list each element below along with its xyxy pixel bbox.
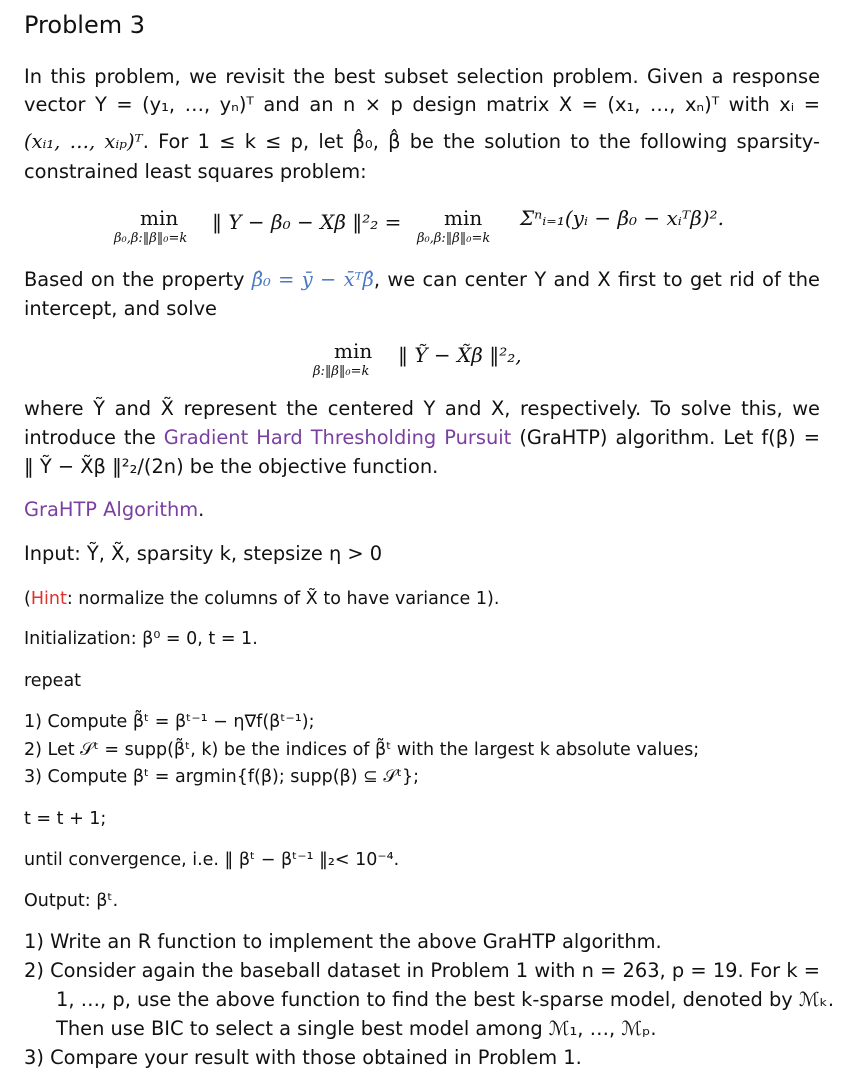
task-2-line-1: 2) Consider again the baseball dataset in Problem 1 with n = 263, p = 19. For k = <box>24 959 820 982</box>
algo-increment: t = t + 1; <box>24 809 107 829</box>
eq2-min <box>334 339 372 363</box>
algo-step-3: 3) Compute βᵗ = argmin{f(β); supp(β) ⊆ 𝒮ᵗ}; <box>24 767 420 787</box>
intro-line-3-text: . For 1 ≤ k ≤ p, let β̂₀, β̂ be the solution to the following sparsity- <box>142 130 820 153</box>
algo-output: Output: βᵗ. <box>24 891 119 911</box>
algo-heading-text: GraHTP Algorithm <box>24 498 199 521</box>
eq1-rhs-body: Σⁿᵢ₌₁(yᵢ − β₀ − xᵢᵀβ)². <box>520 206 724 230</box>
where-line-2-b: (GraHTP) algorithm. Let f(β) = <box>511 426 820 449</box>
eq2-body: ‖ Ỹ − X̃β ‖²₂, <box>398 343 522 367</box>
algo-repeat: repeat <box>24 671 82 691</box>
center-line-1-b: , we can center Y and X first to get rid of the <box>373 268 820 291</box>
hint-open-paren: ( <box>24 589 31 609</box>
problem-title: Problem 3 <box>24 11 146 39</box>
eq2-op: min <box>334 339 373 363</box>
algo-until: until convergence, i.e. ‖ βᵗ − βᵗ⁻¹ ‖₂< 10⁻⁴. <box>24 850 400 870</box>
task-1: 1) Write an R function to implement the above GraHTP algorithm. <box>24 930 662 953</box>
intro-line-2: vector Y = (y₁, …, yₙ)ᵀ and an n × p design matrix X = (x₁, …, xₙ)ᵀ with xᵢ = <box>24 93 820 116</box>
grahtp-name: Gradient Hard Thresholding Pursuit <box>163 426 512 449</box>
task-2-line-2: 1, …, p, use the above function to find the best k-sparse model, denoted by ℳₖ. <box>56 988 835 1011</box>
algo-heading-dot: . <box>198 498 205 521</box>
eq1-lhs-sub: β₀,β:‖β‖₀=k <box>114 231 188 246</box>
where-line-1: where Ỹ and X̃ represent the centered Y and X, respectively. To solve this, we <box>24 397 820 420</box>
intro-line-3 <box>24 129 820 155</box>
eq1-rhs-sub: β₀,β:‖β‖₀=k <box>417 231 491 246</box>
center-line-1-a: Based on the property <box>24 268 252 291</box>
where-line-2-a: introduce the <box>24 426 164 449</box>
eq1-lhs-body: ‖ Y − β₀ − Xβ ‖²₂ = <box>212 210 402 234</box>
algo-heading <box>24 497 204 523</box>
center-line-1 <box>24 267 820 293</box>
hint-text: : normalize the columns of X̃ to have variance 1). <box>66 589 500 609</box>
center-property-math: β̂₀ = ȳ − x̄ᵀβ̂ <box>251 268 374 291</box>
where-line-3: ‖ Ỹ − X̃β ‖²₂/(2n) be the objective function. <box>24 455 439 478</box>
algo-step-2: 2) Let 𝒮ᵗ = supp(β̃ᵗ, k) be the indices of β̃ᵗ with the largest k absolute values; <box>24 740 700 760</box>
eq1-lhs-op: min <box>140 206 179 230</box>
algo-init: Initialization: β⁰ = 0, t = 1. <box>24 629 258 649</box>
center-line-2: intercept, and solve <box>24 297 217 320</box>
algo-hint <box>24 586 499 612</box>
task-3: 3) Compare your result with those obtained in Problem 1. <box>24 1046 582 1069</box>
hint-label: Hint <box>30 589 67 609</box>
intro-line-3-math: (xᵢ₁, …, xᵢₚ)ᵀ <box>24 130 143 153</box>
algo-step-1: 1) Compute β̃ᵗ = βᵗ⁻¹ − η∇f(βᵗ⁻¹); <box>24 712 315 732</box>
eq1-rhs-min <box>444 206 482 230</box>
intro-line-4: constrained least squares problem: <box>24 160 367 183</box>
eq1-lhs-min <box>140 206 178 230</box>
algo-input: Input: Ỹ, X̃, sparsity k, stepsize η > 0 <box>24 542 383 565</box>
eq2-sub: β:‖β‖₀=k <box>313 364 370 379</box>
task-2-line-3: Then use BIC to select a single best model among ℳ₁, …, ℳₚ. <box>56 1017 657 1040</box>
eq1-rhs-op: min <box>444 206 483 230</box>
intro-line-1: In this problem, we revisit the best subset selection problem. Given a response <box>24 65 820 88</box>
where-line-2 <box>24 425 820 451</box>
